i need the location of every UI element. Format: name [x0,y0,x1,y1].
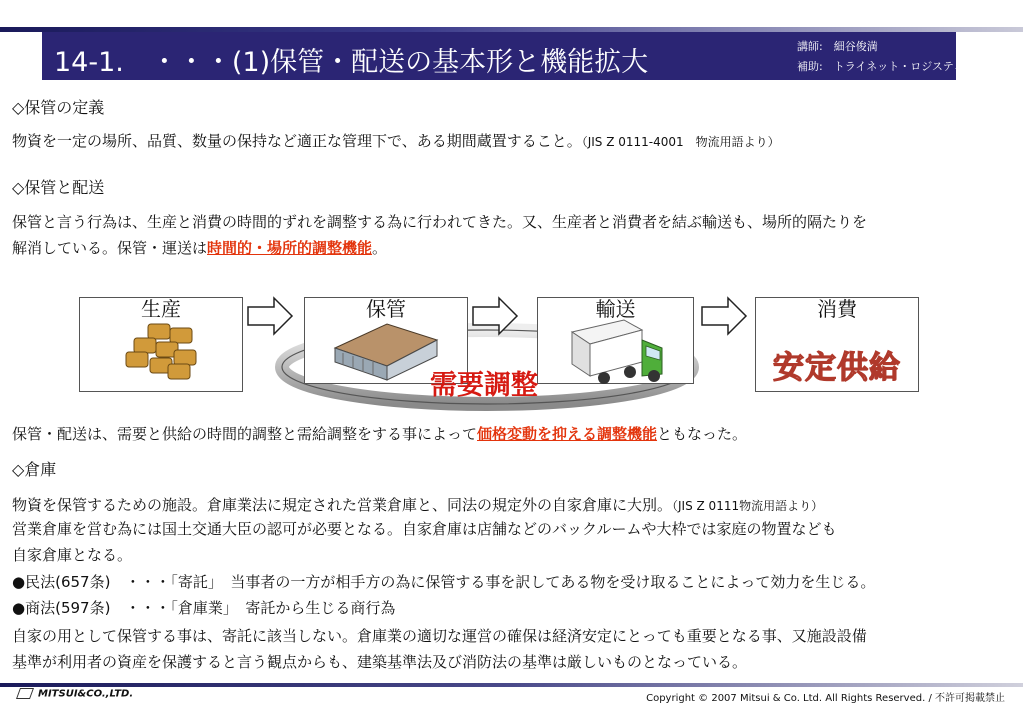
civil-code-line: ●民法(657条) ・・・「寄託」 当事者の一方が相手方の為に保管する事を訳してある物を受け取ることによって効力を生じる。 [12,573,876,591]
commercial-code-line: ●商法(597条) ・・・「倉庫業」 寄託から生じる商行為 [12,599,396,617]
highlight-price-function: 価格変動を抑える調整機能 [477,425,658,443]
box-consumption-label: 消費 [817,297,857,321]
logo-mark-icon [16,688,34,699]
lecturer-line: 講師: 細谷俊満 [797,40,878,53]
price-pre: 保管・配送は、需要と供給の時間的調整と需給調整をする事によって [12,425,478,443]
line2-post: 。 [372,239,388,257]
box-storage-label: 保管 [366,297,406,321]
warehouse-line6: 自家の用として保管する事は、寄託に該当しない。倉庫業の適切な運営の確保は経済安定にとっても重要となる事、又施設設備 [12,627,867,645]
heading-warehouse: ◇倉庫 [12,460,57,479]
warehouse-line3: 自家倉庫となる。 [12,546,133,564]
price-post: ともなった。 [657,425,748,443]
stable-supply-label: 安定供給 [773,350,901,386]
box-production [79,297,243,392]
arrow-icon [471,296,519,336]
truck-icon [568,318,678,388]
storage-delivery-line1: 保管と言う行為は、生産と消費の時間的ずれを調整する為に行われてきた。又、生産者と消費者を結ぶ輸送も、場所的隔たりを [12,213,868,231]
page-title: 14-1. ・・・(1)保管・配送の基本形と機能拡大 [54,47,649,78]
price-function-line [12,424,747,444]
box-consumption [755,297,919,392]
demand-adjustment-label: 需要調整 [430,370,538,401]
sacks-icon [120,320,200,382]
warehouse-line1-source: （JIS Z 0111物流用語より） [672,499,824,513]
assistant-line: 補助: トライネット・ロジスティクス [797,60,986,73]
copyright-notice: Copyright © 2007 Mitsui & Co. Ltd. All Rights Reserved. / 不許可掲載禁止 [646,693,1005,704]
warehouse-line2: 営業倉庫を営む為には国土交通大臣の認可が必要となる。自家倉庫は店舗などのバックルームや大枠では家庭の物置なども [12,520,837,538]
definition-source: （JIS Z 0111-4001 物流用語より） [581,135,780,149]
line2-pre: 解消している。保管・運送は [12,239,208,257]
logo-text: MITSUI&CO.,LTD. [38,688,134,700]
warehouse-icon [331,318,441,382]
heading-storage-delivery: ◇保管と配送 [12,178,105,197]
warehouse-line1 [12,495,823,516]
warehouse-line1-body: 物資を保管するための施設。倉庫業法に規定された営業倉庫と、同法の規定外の自家倉庫に大別。 [12,496,673,514]
company-logo [18,688,133,700]
arrow-icon [700,296,748,336]
box-transport [537,297,694,384]
warehouse-line7: 基準が利用者の資産を保護すると言う観点からも、建築基準法及び消防法の基準は厳しいものとなっている。 [12,653,748,671]
box-production-label: 生産 [141,297,181,321]
arrow-icon [246,296,294,336]
footer-rule [0,683,1023,687]
heading-storage-definition: ◇保管の定義 [12,98,105,117]
highlight-adjustment-function: 時間的・場所的調整機能 [207,239,373,257]
definition-body: 物資を一定の場所、品質、数量の保持など適正な管理下で、ある期間蔵置すること。 [12,132,582,150]
box-transport-label: 輸送 [595,297,636,321]
